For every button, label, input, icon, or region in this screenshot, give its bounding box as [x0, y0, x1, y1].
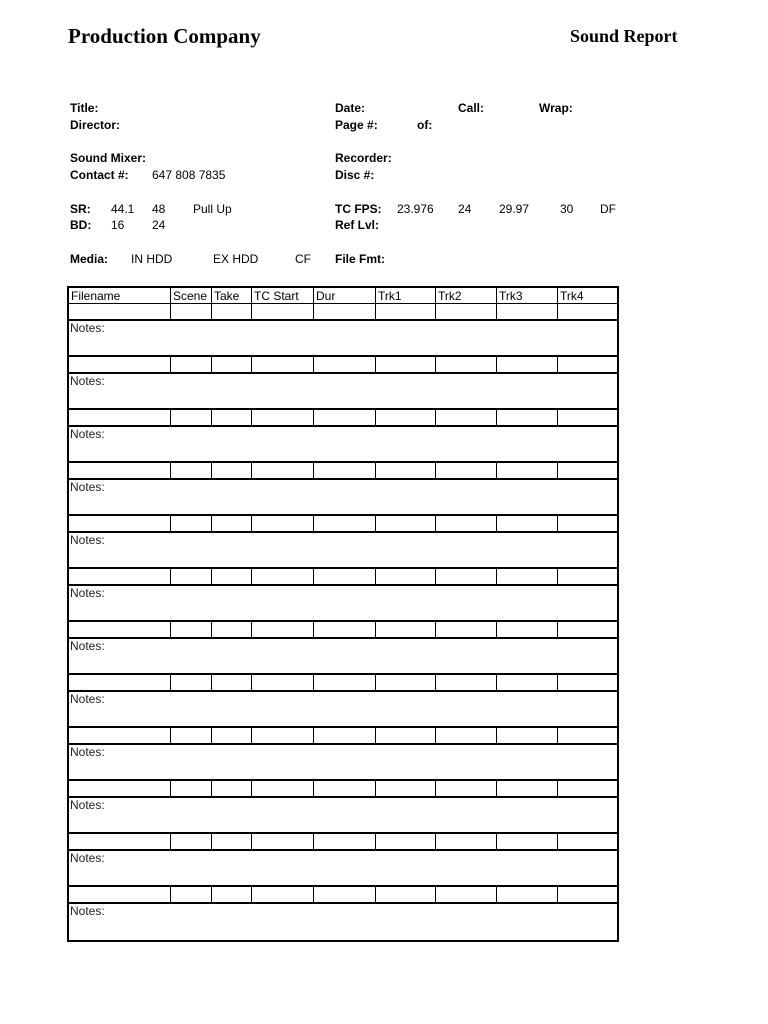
table-cell: [252, 675, 314, 690]
table-cell: [497, 781, 558, 796]
table-cell: [171, 887, 212, 902]
table-cell: [436, 516, 497, 531]
table-cell: [171, 516, 212, 531]
table-cell: [171, 463, 212, 478]
table-cell: [314, 887, 376, 902]
sr-option: Pull Up: [193, 202, 232, 216]
notes-row: [69, 639, 617, 675]
table-cell: [314, 675, 376, 690]
table-cell: [558, 675, 617, 690]
table-entries: [67, 304, 619, 942]
table-cell: [436, 569, 497, 584]
table-cell: [212, 304, 252, 319]
table-row: [69, 781, 617, 798]
notes-label: Notes:: [70, 321, 105, 335]
column-header-dur: Dur: [314, 288, 376, 303]
table-cell: [558, 357, 617, 372]
table-cell: [314, 463, 376, 478]
notes-label: Notes:: [70, 904, 105, 918]
column-header-take: Take: [212, 288, 252, 303]
notes-row: [69, 533, 617, 569]
notes-row: [69, 374, 617, 410]
table-cell: [212, 887, 252, 902]
table-cell: [69, 834, 171, 849]
log-entry: [67, 357, 619, 410]
table-row: [69, 569, 617, 586]
table-row: [69, 357, 617, 374]
notes-label: Notes:: [70, 798, 105, 812]
table-cell: [252, 516, 314, 531]
log-entry: [67, 304, 619, 357]
table-row: [69, 834, 617, 851]
notes-label: Notes:: [70, 692, 105, 706]
recorder-label: Recorder:: [335, 151, 392, 165]
table-cell: [212, 357, 252, 372]
bd-option: 16: [111, 218, 125, 232]
table-cell: [497, 728, 558, 743]
wrap-label: Wrap:: [539, 101, 573, 115]
notes-row: [69, 798, 617, 834]
notes-row: [69, 851, 617, 887]
table-row: [69, 304, 617, 321]
table-cell: [436, 304, 497, 319]
table-cell: [497, 357, 558, 372]
table-cell: [376, 516, 436, 531]
table-cell: [558, 410, 617, 425]
table-cell: [252, 781, 314, 796]
table-cell: [69, 728, 171, 743]
sound-log-table: [67, 286, 619, 942]
notes-row: [69, 586, 617, 622]
log-entry: [67, 834, 619, 887]
table-cell: [171, 728, 212, 743]
notes-label: Notes:: [70, 639, 105, 653]
notes-label: Notes:: [70, 427, 105, 441]
table-cell: [376, 887, 436, 902]
ref-lvl-label: Ref Lvl:: [335, 218, 380, 232]
table-cell: [376, 304, 436, 319]
bd-label: BD:: [70, 218, 92, 232]
log-entry: [67, 569, 619, 622]
table-cell: [69, 304, 171, 319]
table-cell: [376, 728, 436, 743]
table-cell: [212, 410, 252, 425]
table-cell: [376, 410, 436, 425]
notes-row: [69, 427, 617, 463]
tc-fps-option: 23.976: [397, 202, 434, 216]
table-cell: [171, 410, 212, 425]
table-cell: [69, 463, 171, 478]
table-cell: [252, 887, 314, 902]
table-cell: [497, 463, 558, 478]
table-cell: [497, 304, 558, 319]
table-cell: [252, 410, 314, 425]
column-header-tc-start: TC Start: [252, 288, 314, 303]
table-cell: [558, 463, 617, 478]
log-entry: [67, 516, 619, 569]
table-cell: [314, 410, 376, 425]
table-cell: [376, 357, 436, 372]
notes-label: Notes:: [70, 586, 105, 600]
title-label: Title:: [70, 101, 99, 115]
table-cell: [314, 357, 376, 372]
notes-row: [69, 745, 617, 781]
table-cell: [252, 834, 314, 849]
sr-label: SR:: [70, 202, 91, 216]
table-cell: [436, 781, 497, 796]
table-cell: [376, 569, 436, 584]
table-cell: [252, 304, 314, 319]
table-cell: [69, 887, 171, 902]
media-option: EX HDD: [213, 252, 259, 266]
log-entry: [67, 463, 619, 516]
table-cell: [69, 357, 171, 372]
table-cell: [436, 675, 497, 690]
table-cell: [69, 622, 171, 637]
table-cell: [69, 781, 171, 796]
date-label: Date:: [335, 101, 366, 115]
table-cell: [171, 781, 212, 796]
table-cell: [314, 569, 376, 584]
table-cell: [376, 463, 436, 478]
table-cell: [497, 569, 558, 584]
table-cell: [497, 410, 558, 425]
table-cell: [436, 463, 497, 478]
media-label: Media:: [70, 252, 109, 266]
table-cell: [558, 781, 617, 796]
tc-fps-option: 24: [458, 202, 472, 216]
table-cell: [558, 728, 617, 743]
table-cell: [69, 675, 171, 690]
of-label: of:: [417, 118, 433, 132]
table-cell: [436, 728, 497, 743]
table-row: [69, 516, 617, 533]
tc-fps-option: 29.97: [499, 202, 530, 216]
table-cell: [252, 463, 314, 478]
tc-fps-option: 30: [560, 202, 574, 216]
table-cell: [558, 887, 617, 902]
log-entry: [67, 728, 619, 781]
table-cell: [558, 516, 617, 531]
table-cell: [252, 622, 314, 637]
media-option: CF: [295, 252, 311, 266]
notes-label: Notes:: [70, 745, 105, 759]
table-cell: [558, 622, 617, 637]
notes-label: Notes:: [70, 851, 105, 865]
table-cell: [69, 516, 171, 531]
table-cell: [314, 622, 376, 637]
table-cell: [558, 569, 617, 584]
table-cell: [212, 781, 252, 796]
notes-row: [69, 692, 617, 728]
table-cell: [212, 516, 252, 531]
table-cell: [314, 304, 376, 319]
log-entry: [67, 675, 619, 728]
table-cell: [171, 675, 212, 690]
sr-option: 44.1: [111, 202, 135, 216]
column-header-trk2: Trk2: [436, 288, 497, 303]
table-cell: [436, 887, 497, 902]
company-name: Production Company: [68, 24, 261, 48]
column-header-scene: Scene: [171, 288, 212, 303]
table-cell: [314, 516, 376, 531]
table-cell: [497, 622, 558, 637]
table-cell: [252, 357, 314, 372]
table-row: [69, 463, 617, 480]
notes-row: [69, 480, 617, 516]
tc-fps-label: TC FPS:: [335, 202, 382, 216]
table-cell: [376, 834, 436, 849]
disc-label: Disc #:: [335, 168, 375, 182]
table-row: [69, 728, 617, 745]
table-header-row: [67, 286, 619, 304]
table-cell: [314, 781, 376, 796]
table-cell: [376, 781, 436, 796]
log-entry: [67, 781, 619, 834]
log-entry: [67, 887, 619, 942]
table-cell: [171, 569, 212, 584]
table-row: [69, 675, 617, 692]
table-cell: [497, 675, 558, 690]
column-header-trk4: Trk4: [560, 289, 584, 303]
table-cell: [558, 304, 617, 319]
table-cell: [171, 622, 212, 637]
table-cell: [376, 622, 436, 637]
file-fmt-label: File Fmt:: [335, 252, 385, 266]
call-label: Call:: [458, 101, 485, 115]
contact-label: Contact #:: [70, 168, 129, 182]
sound-mixer-label: Sound Mixer:: [70, 151, 147, 165]
column-header-trk1: Trk1: [376, 288, 436, 303]
table-cell: [376, 675, 436, 690]
table-cell: [436, 410, 497, 425]
table-cell: [314, 728, 376, 743]
table-cell: [212, 569, 252, 584]
column-header-trk3: Trk3: [497, 288, 558, 303]
notes-label: Notes:: [70, 533, 105, 547]
table-cell: [436, 622, 497, 637]
bd-option: 24: [152, 218, 166, 232]
table-cell: [171, 304, 212, 319]
table-row: [69, 622, 617, 639]
log-entry: [67, 622, 619, 675]
notes-row: [69, 321, 617, 357]
tc-fps-option: DF: [600, 202, 616, 216]
table-row: [69, 887, 617, 904]
table-cell: [436, 834, 497, 849]
notes-label: Notes:: [70, 374, 105, 388]
report-title: Sound Report: [570, 26, 678, 46]
table-cell: [69, 569, 171, 584]
table-cell: [436, 357, 497, 372]
table-row: [69, 410, 617, 427]
table-cell: [69, 410, 171, 425]
table-cell: [252, 569, 314, 584]
table-cell: [212, 834, 252, 849]
table-cell: [497, 887, 558, 902]
contact-value: 647 808 7835: [152, 168, 226, 182]
table-cell: [558, 834, 617, 849]
log-entry: [67, 410, 619, 463]
table-cell: [171, 834, 212, 849]
notes-label: Notes:: [70, 480, 105, 494]
table-cell: [497, 516, 558, 531]
page-label: Page #:: [335, 118, 378, 132]
sr-option: 48: [152, 202, 166, 216]
table-cell: [252, 728, 314, 743]
table-cell: [212, 463, 252, 478]
table-cell: [212, 622, 252, 637]
table-cell: [497, 834, 558, 849]
table-cell: [314, 834, 376, 849]
notes-row: [69, 904, 617, 940]
column-header-filename: Filename: [69, 288, 171, 303]
media-option: IN HDD: [131, 252, 173, 266]
director-label: Director:: [70, 118, 121, 132]
table-cell: [212, 728, 252, 743]
table-cell: [171, 357, 212, 372]
table-cell: [212, 675, 252, 690]
